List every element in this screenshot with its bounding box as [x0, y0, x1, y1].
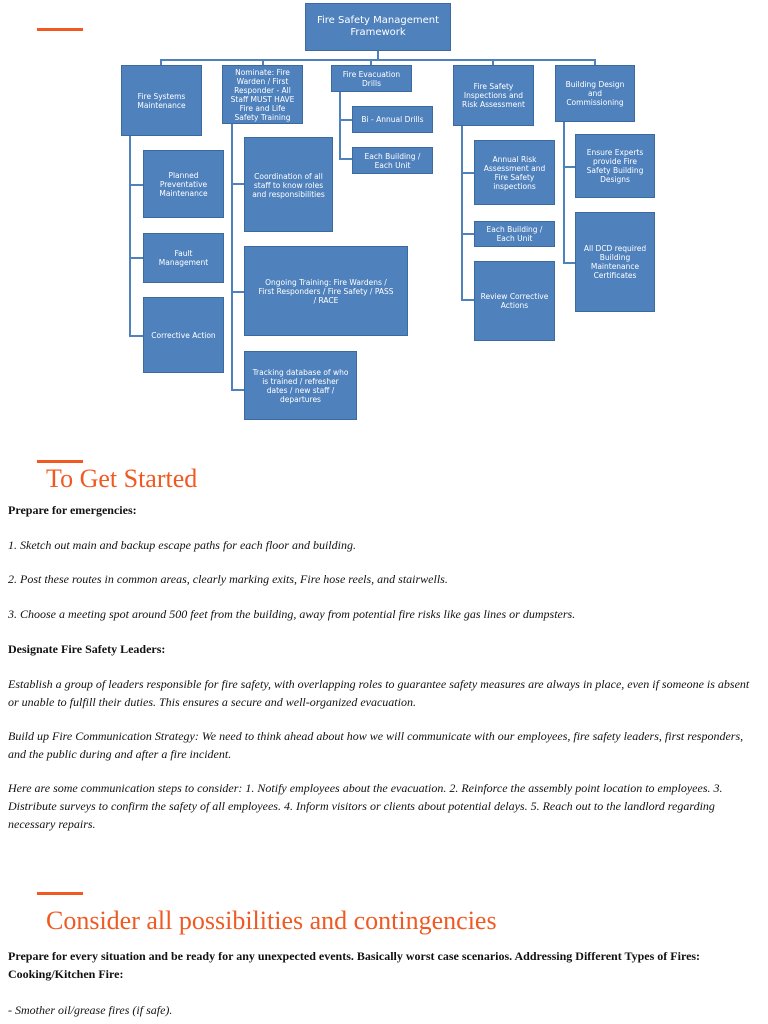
step-1: 1. Sketch out main and backup escape paths for each floor and building. — [8, 538, 356, 552]
connector-design-c1 — [563, 166, 575, 168]
chart-inspections-child-2: Each Building / Each Unit — [474, 221, 555, 247]
connector-inspections-c3 — [461, 299, 474, 301]
chart-systems-header: Fire Systems Maintenance — [121, 65, 202, 136]
chart-evacuation-child-2: Each Building / Each Unit — [352, 147, 433, 174]
connector-evacuation-vertical — [339, 92, 341, 160]
get-started-heading: To Get Started — [46, 464, 198, 493]
chart-root-box: Fire Safety Management Framework — [305, 3, 451, 51]
fire-leaders-text: Establish a group of leaders responsible for fire safety, with overlapping roles to guarantee safety measures are always in place, even if someone is absent or unable to fulfill their duties. This ensures a secure and well-organized evacuation. — [8, 677, 750, 709]
connector-inspections-c1 — [461, 172, 474, 174]
connector-inspections-c2 — [461, 233, 474, 235]
chart-systems-child-3: Corrective Action — [143, 297, 224, 373]
chart-nominate-child-3: Tracking database of who is trained / refresher dates / new staff / departures — [244, 351, 357, 420]
connector-systems-c2 — [129, 257, 143, 259]
fire-leaders-heading: Designate Fire Safety Leaders: — [8, 642, 166, 656]
chart-nominate-child-1: Coordination of all staff to know roles and responsibilities — [244, 137, 333, 232]
chart-nominate-child-2: Ongoing Training: Fire Wardens / First Responders / Fire Safety / PASS / RACE — [244, 246, 408, 336]
step-2: 2. Post these routes in common areas, clearly marking exits, Fire hose reels, and stairwells. — [8, 572, 448, 586]
connector-horizontal-bar — [160, 59, 594, 61]
chart-systems-child-1: Planned Preventative Maintenance — [143, 150, 224, 218]
contingencies-heading: Consider all possibilities and contingencies — [46, 906, 497, 935]
chart-design-header: Building Design and Commissioning — [555, 65, 635, 122]
chart-design-child-2: All DCD required Building Maintenance Certificates — [575, 212, 655, 312]
prepare-emergencies-heading: Prepare for emergencies: — [8, 503, 137, 517]
connector-systems-vertical — [129, 136, 131, 336]
kitchen-fire-bullet-1: - Smother oil/grease fires (if safe). — [8, 1003, 173, 1017]
top-accent-bar — [37, 28, 83, 31]
connector-design-vertical — [563, 122, 565, 264]
step-3: 3. Choose a meeting spot around 500 feet from the building, away from potential fire risks like gas lines or dumpsters. — [8, 607, 576, 621]
connector-systems-c1 — [129, 184, 143, 186]
contingencies-accent-bar — [37, 892, 83, 895]
chart-inspections-child-1: Annual Risk Assessment and Fire Safety inspections — [474, 140, 555, 205]
communication-steps-text: Here are some communication steps to consider: 1. Notify employees about the evacuation. 2. Reinforce the assembly point location to employees. 3. Distribute surveys to confirm the safety of all employees. 4. Inform visitors or clients about potential delays. 5. Reach out to the landlord regarding necessary repairs. — [8, 781, 723, 831]
get-started-accent-bar — [37, 460, 83, 463]
connector-nominate-c3 — [231, 389, 244, 391]
connector-systems-c3 — [129, 335, 143, 337]
chart-inspections-child-3: Review Corrective Actions — [474, 261, 555, 341]
connector-evacuation-c2 — [339, 158, 352, 160]
connector-nominate-c1 — [231, 183, 244, 185]
chart-design-child-1: Ensure Experts provide Fire Safety Building Designs — [575, 134, 655, 198]
connector-nominate-vertical — [231, 124, 233, 391]
connector-nominate-c2 — [231, 291, 244, 293]
chart-evacuation-header: Fire Evacuation Drills — [331, 65, 412, 92]
chart-inspections-header: Fire Safety Inspections and Risk Assessment — [453, 65, 534, 126]
connector-evacuation-c1 — [339, 119, 352, 121]
contingencies-intro: Prepare for every situation and be ready for any unexpected events. Basically worst case scenarios. Addressing Different Types of Fires: Cooking/Kitchen Fire: — [8, 949, 701, 981]
chart-evacuation-child-1: Bi - Annual Drills — [352, 106, 433, 133]
connector-inspections-vertical — [461, 126, 463, 301]
connector-design-c2 — [563, 262, 575, 264]
chart-nominate-header: Nominate: Fire Warden / First Responder - All Staff MUST HAVE Fire and Life Safety Training — [222, 65, 303, 124]
communication-strategy-text: Build up Fire Communication Strategy: We need to think ahead about how we will communicate with our employees, fire safety leaders, first responders, and the public during and after a fire incident. — [8, 729, 744, 761]
chart-systems-child-2: Fault Management — [143, 233, 224, 283]
